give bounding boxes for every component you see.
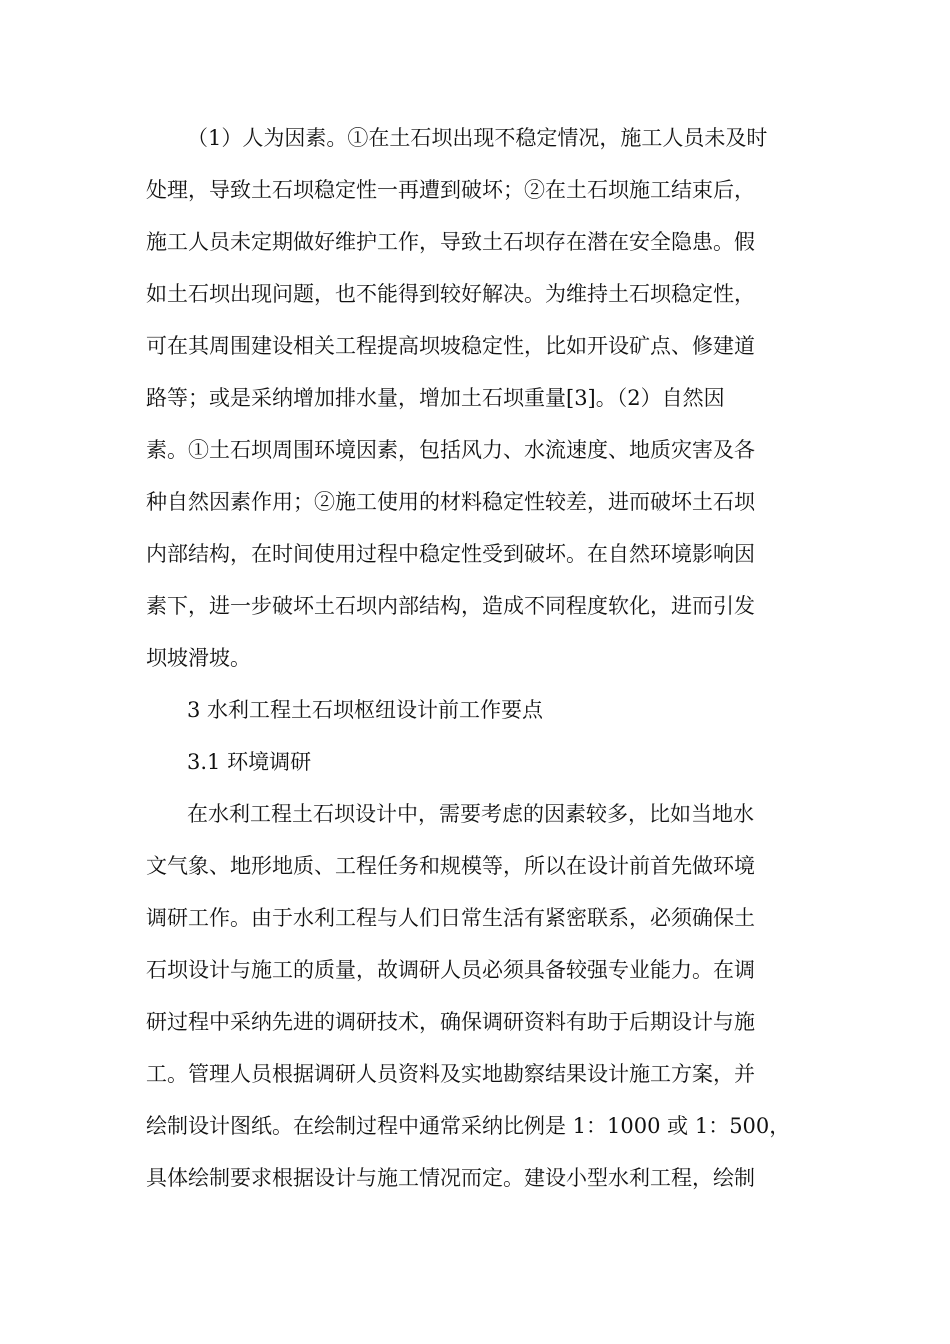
paragraph-line: 调研工作。由于水利工程与人们日常生活有紧密联系，必须确保土 [146, 906, 755, 930]
paragraph-line: 工。管理人员根据调研人员资料及实地勘察结果设计施工方案，并 [146, 1062, 755, 1086]
paragraph-line: 路等；或是采纳增加排水量，增加土石坝重量[3]。（2）自然因 [146, 386, 725, 410]
paragraph-line: 素。①土石坝周围环境因素，包括风力、水流速度、地质灾害及各 [146, 438, 755, 462]
paragraph-line: 具体绘制要求根据设计与施工情况而定。建设小型水利工程，绘制 [146, 1166, 755, 1190]
paragraph-line: （1）人为因素。①在土石坝出现不稳定情况，施工人员未及时 [187, 126, 768, 150]
paragraph-line: 石坝设计与施工的质量，故调研人员必须具备较强专业能力。在调 [146, 958, 755, 982]
paragraph-line: 种自然因素作用；②施工使用的材料稳定性较差，进而破坏土石坝 [146, 490, 755, 514]
section-heading: 3 水利工程土石坝枢纽设计前工作要点 [187, 698, 544, 722]
paragraph-line: 文气象、地形地质、工程任务和规模等，所以在设计前首先做环境 [146, 854, 755, 878]
paragraph-line: 处理，导致土石坝稳定性一再遭到破坏；②在土石坝施工结束后， [146, 178, 755, 202]
paragraph-line: 研过程中采纳先进的调研技术，确保调研资料有助于后期设计与施 [146, 1010, 755, 1034]
paragraph-line: 坝坡滑坡。 [146, 646, 251, 670]
paragraph-line: 施工人员未定期做好维护工作，导致土石坝存在潜在安全隐患。假 [146, 230, 755, 254]
paragraph-line: 在水利工程土石坝设计中，需要考虑的因素较多，比如当地水 [187, 802, 754, 826]
paragraph-line: 内部结构，在时间使用过程中稳定性受到破坏。在自然环境影响因 [146, 542, 755, 566]
paragraph-line: 如土石坝出现问题，也不能得到较好解决。为维持土石坝稳定性， [146, 282, 755, 306]
subsection-heading: 3.1 环境调研 [187, 750, 312, 774]
paragraph-line: 可在其周围建设相关工程提高坝坡稳定性，比如开设矿点、修建道 [146, 334, 755, 358]
paragraph-line: 绘制设计图纸。在绘制过程中通常采纳比例是 1：1000 或 1：500， [146, 1114, 791, 1138]
paragraph-line: 素下，进一步破坏土石坝内部结构，造成不同程度软化，进而引发 [146, 594, 755, 618]
